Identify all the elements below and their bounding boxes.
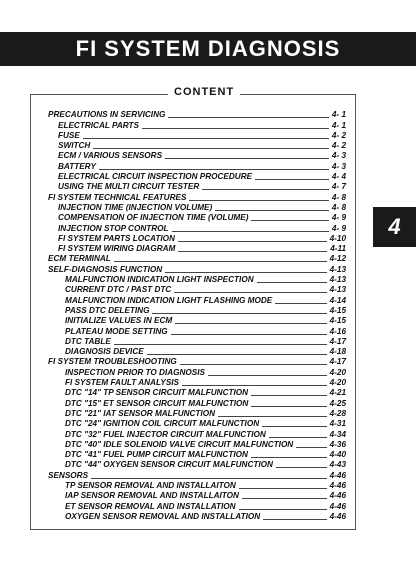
toc-leader-line	[251, 394, 327, 396]
toc-entry-page: 4- 8	[331, 192, 346, 202]
toc-entry[interactable]	[48, 491, 346, 501]
toc-entry-page: 4- 7	[331, 182, 346, 192]
toc-entry-label: PRECAUTIONS IN SERVICING	[48, 110, 166, 120]
toc-entry[interactable]	[48, 429, 346, 439]
toc-leader-line	[182, 384, 327, 386]
toc-leader-line	[239, 487, 327, 489]
toc-entry[interactable]	[48, 151, 346, 161]
toc-entry-page: 4-31	[329, 419, 346, 429]
toc-entry-label: ELECTRICAL PARTS	[58, 120, 139, 130]
toc-entry-page: 4- 1	[331, 120, 346, 130]
toc-leader-line	[275, 302, 326, 304]
toc-leader-line	[269, 436, 327, 438]
toc-leader-line	[174, 291, 326, 293]
toc-entry[interactable]	[48, 141, 346, 151]
toc-entry-page: 4-43	[329, 460, 346, 470]
toc-leader-line	[178, 240, 327, 242]
toc-leader-line	[180, 363, 327, 365]
chapter-tab[interactable]	[373, 207, 416, 247]
toc-entry-label: OXYGEN SENSOR REMOVAL AND INSTALLATION	[65, 511, 261, 521]
toc-leader-line	[296, 446, 326, 448]
toc-entry-label: USING THE MULTI CIRCUIT TESTER	[58, 182, 200, 192]
toc-entry[interactable]	[48, 347, 346, 357]
toc-entry-page: 4- 2	[331, 141, 346, 151]
toc-entry[interactable]	[48, 357, 346, 367]
toc-entry-page: 4-13	[329, 275, 346, 285]
toc-leader-line	[175, 322, 326, 324]
toc-entry-page: 4-10	[329, 233, 346, 243]
toc-entry[interactable]	[48, 470, 346, 480]
toc-entry[interactable]	[48, 203, 346, 213]
toc-entry-label: COMPENSATION OF INJECTION TIME (VOLUME)	[58, 213, 249, 223]
toc-entry-label: INJECTION STOP CONTROL	[58, 223, 169, 233]
toc-leader-line	[215, 209, 329, 211]
toc-entry[interactable]	[48, 501, 346, 511]
toc-entry-page: 4-25	[329, 398, 346, 408]
toc-entry-page: 4-13	[329, 264, 346, 274]
toc-entry[interactable]	[48, 264, 346, 274]
toc-leader-line	[172, 230, 329, 232]
toc-leader-line	[262, 425, 327, 427]
chapter-number: 4	[388, 214, 401, 239]
toc-entry-page: 4- 9	[331, 223, 346, 233]
toc-entry-label: DTC "15" ET SENSOR CIRCUIT MALFUNCTION	[65, 398, 249, 408]
toc-heading: CONTENT	[168, 86, 240, 98]
toc-leader-line	[152, 312, 326, 314]
toc-leader-line	[168, 116, 329, 118]
toc-leader-line	[91, 477, 327, 479]
toc-entry-label: FI SYSTEM TECHNICAL FEATURES	[48, 192, 187, 202]
toc-entry[interactable]	[48, 275, 346, 285]
toc-entry-label: INJECTION TIME (INJECTION VOLUME)	[58, 202, 213, 212]
toc-leader-line	[147, 353, 327, 355]
toc-entry-label: SWITCH	[58, 141, 91, 151]
toc-entry-page: 4-46	[329, 491, 346, 501]
toc-entry-label: ELECTRICAL CIRCUIT INSPECTION PROCEDURE	[58, 172, 253, 182]
toc-entry-label: IAP SENSOR REMOVAL AND INSTALLAITON	[65, 491, 239, 501]
toc-entry-label: MALFUNCTION INDICATION LIGHT INSPECTION	[65, 275, 254, 285]
toc-entry-page: 4- 1	[331, 110, 346, 120]
toc-entry-page: 4- 9	[331, 213, 346, 223]
toc-entry-label: BATTERY	[58, 161, 96, 171]
page-title-bar	[0, 32, 416, 66]
toc-leader-line	[218, 415, 327, 417]
toc-entry[interactable]	[48, 110, 346, 120]
toc-entry-label: ET SENSOR REMOVAL AND INSTALLATION	[65, 501, 236, 511]
toc-entry-label: DTC "24" IGNITION COIL CIRCUIT MALFUNCTION	[65, 419, 260, 429]
toc-entry[interactable]	[48, 450, 346, 460]
toc-entry-label: DTC "44" OXYGEN SENSOR CIRCUIT MALFUNCTION	[65, 460, 273, 470]
toc-entry[interactable]	[48, 254, 346, 264]
toc-entry-page: 4-46	[329, 470, 346, 480]
toc-entry[interactable]	[48, 409, 346, 419]
toc-leader-line	[171, 333, 327, 335]
toc-leader-line	[257, 281, 327, 283]
toc-entry-label: PLATEAU MODE SETTING	[65, 326, 168, 336]
toc-entry-label: DTC "21" IAT SENSOR MALFUNCTION	[65, 408, 215, 418]
toc-entry-page: 4- 4	[331, 172, 346, 182]
toc-entry-label: CURRENT DTC / PAST DTC	[65, 285, 172, 295]
toc-entry-page: 4-17	[329, 336, 346, 346]
toc-leader-line	[242, 497, 327, 499]
toc-entry-label: INITIALIZE VALUES IN ECM	[65, 316, 173, 326]
toc-entry-label: FI SYSTEM PARTS LOCATION	[58, 233, 175, 243]
toc-leader-line	[99, 168, 329, 170]
toc-entry[interactable]	[48, 316, 346, 326]
toc-leader-line	[165, 157, 329, 159]
toc-entry-page: 4-20	[329, 367, 346, 377]
toc-entry-label: TP SENSOR REMOVAL AND INSTALLAITON	[65, 480, 236, 490]
toc-entry-page: 4- 3	[331, 161, 346, 171]
toc-entry[interactable]	[48, 512, 346, 522]
toc-list	[48, 110, 346, 522]
toc-entry-label: PASS DTC DELETING	[65, 305, 150, 315]
toc-entry[interactable]	[48, 234, 346, 244]
toc-entry[interactable]	[48, 223, 346, 233]
toc-entry-page: 4-21	[329, 388, 346, 398]
toc-entry[interactable]	[48, 419, 346, 429]
toc-entry-label: FI SYSTEM FAULT ANALYSIS	[65, 378, 180, 388]
toc-leader-line	[251, 405, 326, 407]
toc-leader-line	[165, 271, 326, 273]
toc-entry-page: 4-34	[329, 429, 346, 439]
toc-entry-page: 4-12	[329, 254, 346, 264]
toc-entry[interactable]	[48, 213, 346, 223]
toc-entry-page: 4-20	[329, 378, 346, 388]
toc-entry[interactable]	[48, 337, 346, 347]
toc-entry-page: 4-28	[329, 408, 346, 418]
toc-leader-line	[114, 343, 327, 345]
toc-entry[interactable]	[48, 285, 346, 295]
toc-entry-page: 4-46	[329, 501, 346, 511]
toc-entry-page: 4- 3	[331, 151, 346, 161]
toc-entry-label: MALFUNCTION INDICATION LIGHT FLASHING MODE	[65, 295, 273, 305]
toc-entry-label: FI SYSTEM TROUBLESHOOTING	[48, 357, 177, 367]
toc-entry-label: ECM / VARIOUS SENSORS	[58, 151, 163, 161]
toc-entry-label: INSPECTION PRIOR TO DIAGNOSIS	[65, 367, 205, 377]
toc-entry-page: 4-17	[329, 357, 346, 367]
toc-entry[interactable]	[48, 172, 346, 182]
toc-entry[interactable]	[48, 481, 346, 491]
toc-entry-label: SELF-DIAGNOSIS FUNCTION	[48, 264, 163, 274]
toc-entry-label: DTC "14" TP SENSOR CIRCUIT MALFUNCTION	[65, 388, 249, 398]
toc-entry[interactable]	[48, 388, 346, 398]
toc-leader-line	[142, 127, 329, 129]
toc-entry[interactable]	[48, 161, 346, 171]
toc-entry-page: 4-18	[329, 347, 346, 357]
toc-entry[interactable]	[48, 192, 346, 202]
toc-entry[interactable]	[48, 398, 346, 408]
toc-leader-line	[208, 374, 327, 376]
toc-leader-line	[251, 219, 328, 221]
toc-entry-page: 4-15	[329, 316, 346, 326]
toc-entry-page: 4-14	[329, 295, 346, 305]
toc-entry-page: 4-16	[329, 326, 346, 336]
toc-entry-page: 4-46	[329, 480, 346, 490]
toc-leader-line	[251, 456, 327, 458]
toc-entry[interactable]	[48, 378, 346, 388]
toc-entry[interactable]	[48, 440, 346, 450]
toc-entry-page: 4-46	[329, 511, 346, 521]
toc-entry-label: DIAGNOSIS DEVICE	[65, 347, 144, 357]
toc-leader-line	[202, 188, 329, 190]
toc-entry[interactable]	[48, 244, 346, 254]
toc-leader-line	[83, 137, 329, 139]
toc-entry-page: 4-15	[329, 305, 346, 315]
toc-entry[interactable]	[48, 131, 346, 141]
toc-leader-line	[178, 250, 327, 252]
toc-leader-line	[93, 147, 329, 149]
toc-entry-label: SENSORS	[48, 470, 89, 480]
toc-entry[interactable]	[48, 306, 346, 316]
toc-entry-page: 4-11	[330, 244, 346, 254]
toc-entry-label: DTC "41" FUEL PUMP CIRCUIT MALFUNCTION	[65, 450, 248, 460]
page-title: FI SYSTEM DIAGNOSIS	[75, 36, 341, 61]
toc-entry-label: ECM TERMINAL	[48, 254, 111, 264]
toc-leader-line	[114, 260, 327, 262]
toc-entry[interactable]	[48, 120, 346, 130]
toc-entry-page: 4- 8	[331, 202, 346, 212]
toc-entry-page: 4- 2	[331, 130, 346, 140]
toc-leader-line	[189, 199, 328, 201]
toc-leader-line	[239, 508, 327, 510]
toc-leader-line	[255, 178, 329, 180]
toc-entry-label: DTC TABLE	[65, 336, 111, 346]
toc-entry-page: 4-40	[329, 450, 346, 460]
toc-leader-line	[276, 466, 327, 468]
toc-entry[interactable]	[48, 367, 346, 377]
toc-entry-page: 4-13	[329, 285, 346, 295]
toc-entry[interactable]	[48, 460, 346, 470]
toc-entry[interactable]	[48, 295, 346, 305]
toc-entry[interactable]	[48, 326, 346, 336]
toc-entry-label: DTC "40" IDLE SOLENOID VALVE CIRCUIT MALFUNCTION	[65, 439, 294, 449]
toc-entry-label: DTC "32" FUEL INJECTOR CIRCUIT MALFUNCTION	[65, 429, 266, 439]
toc-leader-line	[263, 518, 326, 520]
toc-entry-page: 4-36	[329, 439, 346, 449]
toc-entry-label: FUSE	[58, 130, 80, 140]
toc-entry-label: FI SYSTEM WIRING DIAGRAM	[58, 244, 176, 254]
toc-entry[interactable]	[48, 182, 346, 192]
